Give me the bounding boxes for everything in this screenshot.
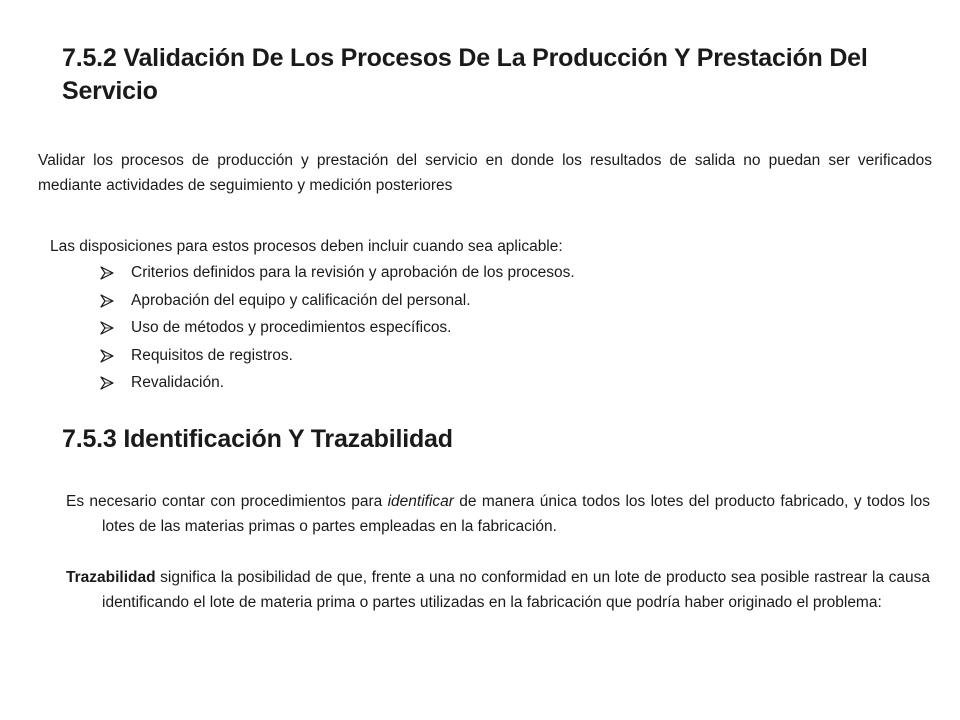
traceability-paragraph — [66, 565, 930, 615]
section-752-intro-paragraph: Validar los procesos de producción y prestación del servicio en donde los resultados de salida no puedan ser verificados mediante actividades de seguimiento y medición posteriores — [38, 152, 932, 194]
identification-paragraph — [66, 489, 930, 539]
arrowhead-bullet-icon — [100, 321, 114, 335]
arrowhead-bullet-icon — [100, 349, 114, 363]
arrowhead-bullet-icon — [100, 266, 114, 280]
identification-text-after: de manera única todos los lotes del producto fabricado, y todos los lotes de las materias primas o partes empleadas en la fabricación. — [102, 493, 930, 535]
bullet-item — [100, 315, 575, 343]
identification-text-before: Es necesario contar con procedimientos para — [66, 493, 388, 510]
bullet-label: Revalidación. — [131, 374, 225, 391]
traceability-definition: significa la posibilidad de que, frente a una no conformidad en un lote de producto sea posible rastrear la causa identificando el lote de materia prima o partes utilizadas en la fabricación que podría haber originado el problema: — [102, 569, 930, 611]
section-753-title: 7.5.3 Identificación Y Trazabilidad — [62, 425, 453, 453]
bullet-item — [100, 370, 575, 398]
section-752-bullet-list — [100, 260, 575, 398]
bullet-label: Criterios definidos para la revisión y aprobación de los procesos. — [131, 264, 575, 281]
arrowhead-bullet-icon — [100, 294, 114, 308]
arrowhead-bullet-icon — [100, 376, 114, 390]
traceability-term: Trazabilidad — [66, 569, 156, 586]
bullet-label: Requisitos de registros. — [131, 346, 293, 364]
identification-emphasis: identificar — [387, 493, 454, 510]
bullet-item — [100, 343, 575, 371]
bullet-item — [100, 288, 575, 316]
bullet-label: Aprobación del equipo y calificación del personal. — [131, 291, 471, 309]
section-752-lead-text: Las disposiciones para estos procesos deben incluir cuando sea aplicable: — [50, 238, 563, 255]
bullet-label: Uso de métodos y procedimientos específicos. — [131, 319, 452, 336]
section-752-title: 7.5.2 Validación De Los Procesos De La Producción Y Prestación Del Servicio — [62, 44, 868, 105]
bullet-item — [100, 260, 575, 288]
